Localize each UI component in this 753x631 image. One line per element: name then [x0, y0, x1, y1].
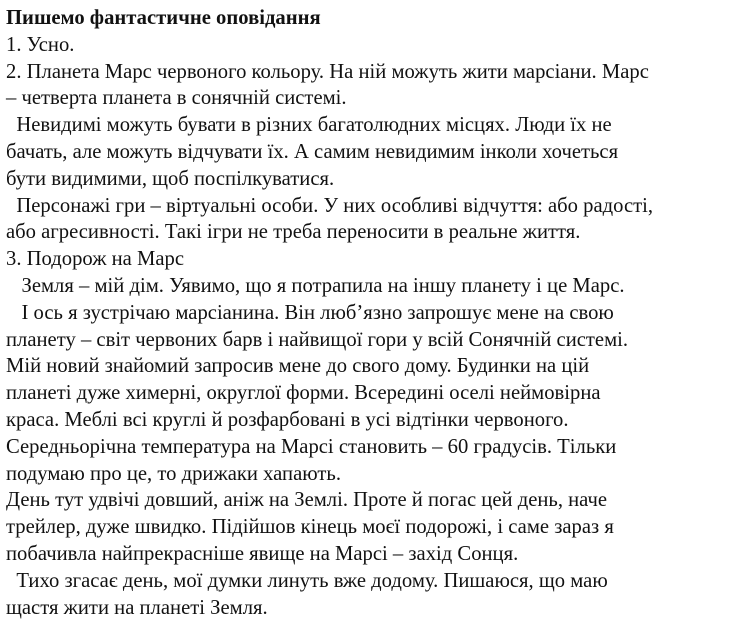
text-line: Тихо згасає день, мої думки линуть вже додому. Пишаюся, що маю — [6, 567, 608, 592]
text-line: Середньорічна температура на Марсі становить – 60 градусів. Тільки — [6, 433, 617, 458]
text-line: краса. Меблі всі круглі й розфарбовані в усі відтінки червоного. — [6, 406, 569, 431]
text-line: 2. Планета Марс червоного кольору. На ній можуть жити марсіани. Марс — [6, 58, 649, 83]
text-line: День тут удвічі довший, аніж на Землі. Проте й погас цей день, наче — [6, 487, 608, 512]
text-line: І ось я зустрічаю марсіанина. Він люб’язно запрошує мене на свою — [6, 299, 614, 324]
text-line: бачать, але можуть відчувати їх. А самим невидимим інколи хочеться — [6, 138, 619, 163]
text-line: Мій новий знайомий запросив мене до свого дому. Будинки на цій — [6, 353, 590, 378]
text-line: подумаю про це, то дрижаки хапають. — [6, 460, 341, 485]
text-line: 1. Усно. — [6, 31, 75, 56]
text-line: 3. Подорож на Марс — [6, 246, 185, 271]
text-line: трейлер, дуже швидко. Підійшов кінець моєї подорожі, і саме зараз я — [6, 514, 614, 539]
text-line: або агресивності. Такі ігри не треба переносити в реальне життя. — [6, 219, 581, 244]
text-line: щастя жити на планеті Земля. — [6, 594, 268, 619]
text-line: Персонажі гри – віртуальні особи. У них особливі відчуття: або радості, — [6, 192, 654, 217]
text-line: – четверта планета в сонячній системі. — [6, 85, 347, 110]
document-body — [6, 4, 680, 620]
text-line: планеті дуже химерні, округлої форми. Всередині оселі неймовірна — [6, 380, 601, 405]
text-line: Земля – мій дім. Уявимо, що я потрапила на іншу планету і це Марс. — [6, 272, 625, 297]
text-line: побачивла найпрекрасніше явище на Марсі – захід Сонця. — [6, 540, 519, 565]
text-line: бути видимими, щоб поспілкуватися. — [6, 165, 335, 190]
text-line: Невидимі можуть бувати в різних багатолюдних місцях. Люди їх не — [6, 112, 612, 137]
document-title: Пишемо фантастичне оповідання — [6, 5, 321, 29]
text-line: планету – світ червоних барв і найвищої гори у всій Сонячній системі. — [6, 326, 629, 351]
document-text — [6, 31, 680, 621]
